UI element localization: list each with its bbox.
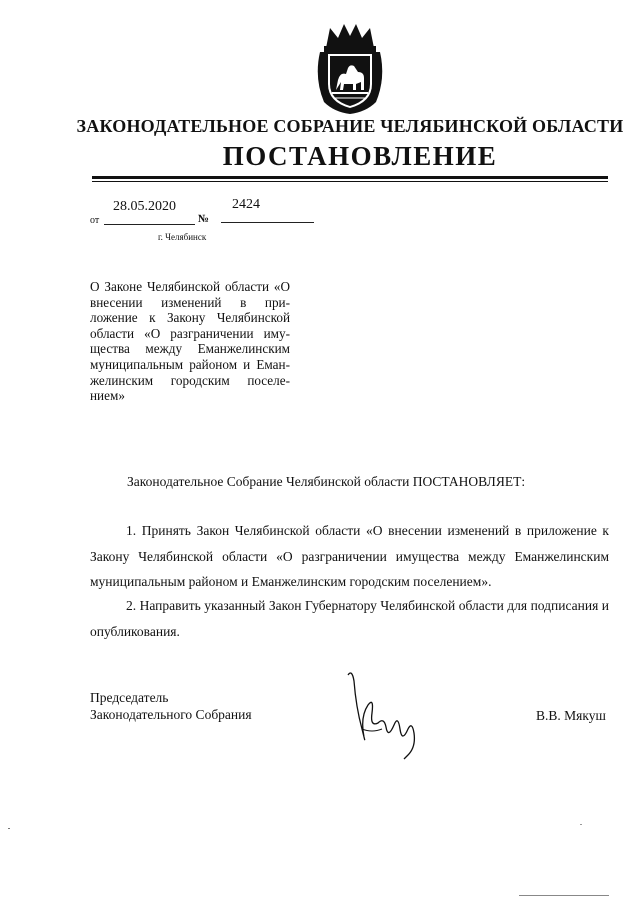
date-label: от [90, 215, 100, 226]
organization-name: ЗАКОНОДАТЕЛЬНОЕ СОБРАНИЕ ЧЕЛЯБИНСКОЙ ОБЛАСТИ [76, 116, 624, 136]
resolution-item-1: 1. Принять Закон Челябинской области «О внесении изменений в приложение к Закону Челябинской области «О разграничении имущества между Еманжелинским муниципальным районом и Еманжелинским городским поселением». [90, 523, 609, 589]
date-underline [104, 224, 195, 225]
resolution-item-2: 2. Направить указанный Закон Губернатору Челябинской области для подписания и опубликования. [90, 598, 609, 639]
document-number: 2424 [232, 197, 260, 212]
signatory-title: Председатель Законодательного Собрания [90, 690, 252, 722]
header-divider-thick [92, 176, 608, 179]
preamble-text: Законодательное Собрание Челябинской области ПОСТАНОВЛЯЕТ: [127, 474, 526, 489]
number-label: № [198, 213, 210, 225]
number-underline [221, 222, 314, 223]
footer-line [519, 895, 609, 896]
document-date: 28.05.2020 [113, 199, 176, 214]
header-divider-thin [92, 181, 608, 182]
coat-of-arms-icon [314, 18, 386, 116]
document-subject: О Законе Челябинской области «О внесении изменений в при-ложение к Закону Челябинской области «О разграничении иму-щества между Еманжелинским муниципальным районом и Еман-желинским городским поселе-нием» [90, 279, 290, 404]
handwritten-signature-icon [342, 667, 422, 762]
city-label: г. Челябинск [158, 232, 207, 242]
scan-speck [8, 828, 10, 829]
signatory-name: В.В. Мякуш [536, 708, 606, 723]
document-type-title: ПОСТАНОВЛЕНИЕ [222, 141, 498, 171]
scan-speck [580, 824, 582, 825]
